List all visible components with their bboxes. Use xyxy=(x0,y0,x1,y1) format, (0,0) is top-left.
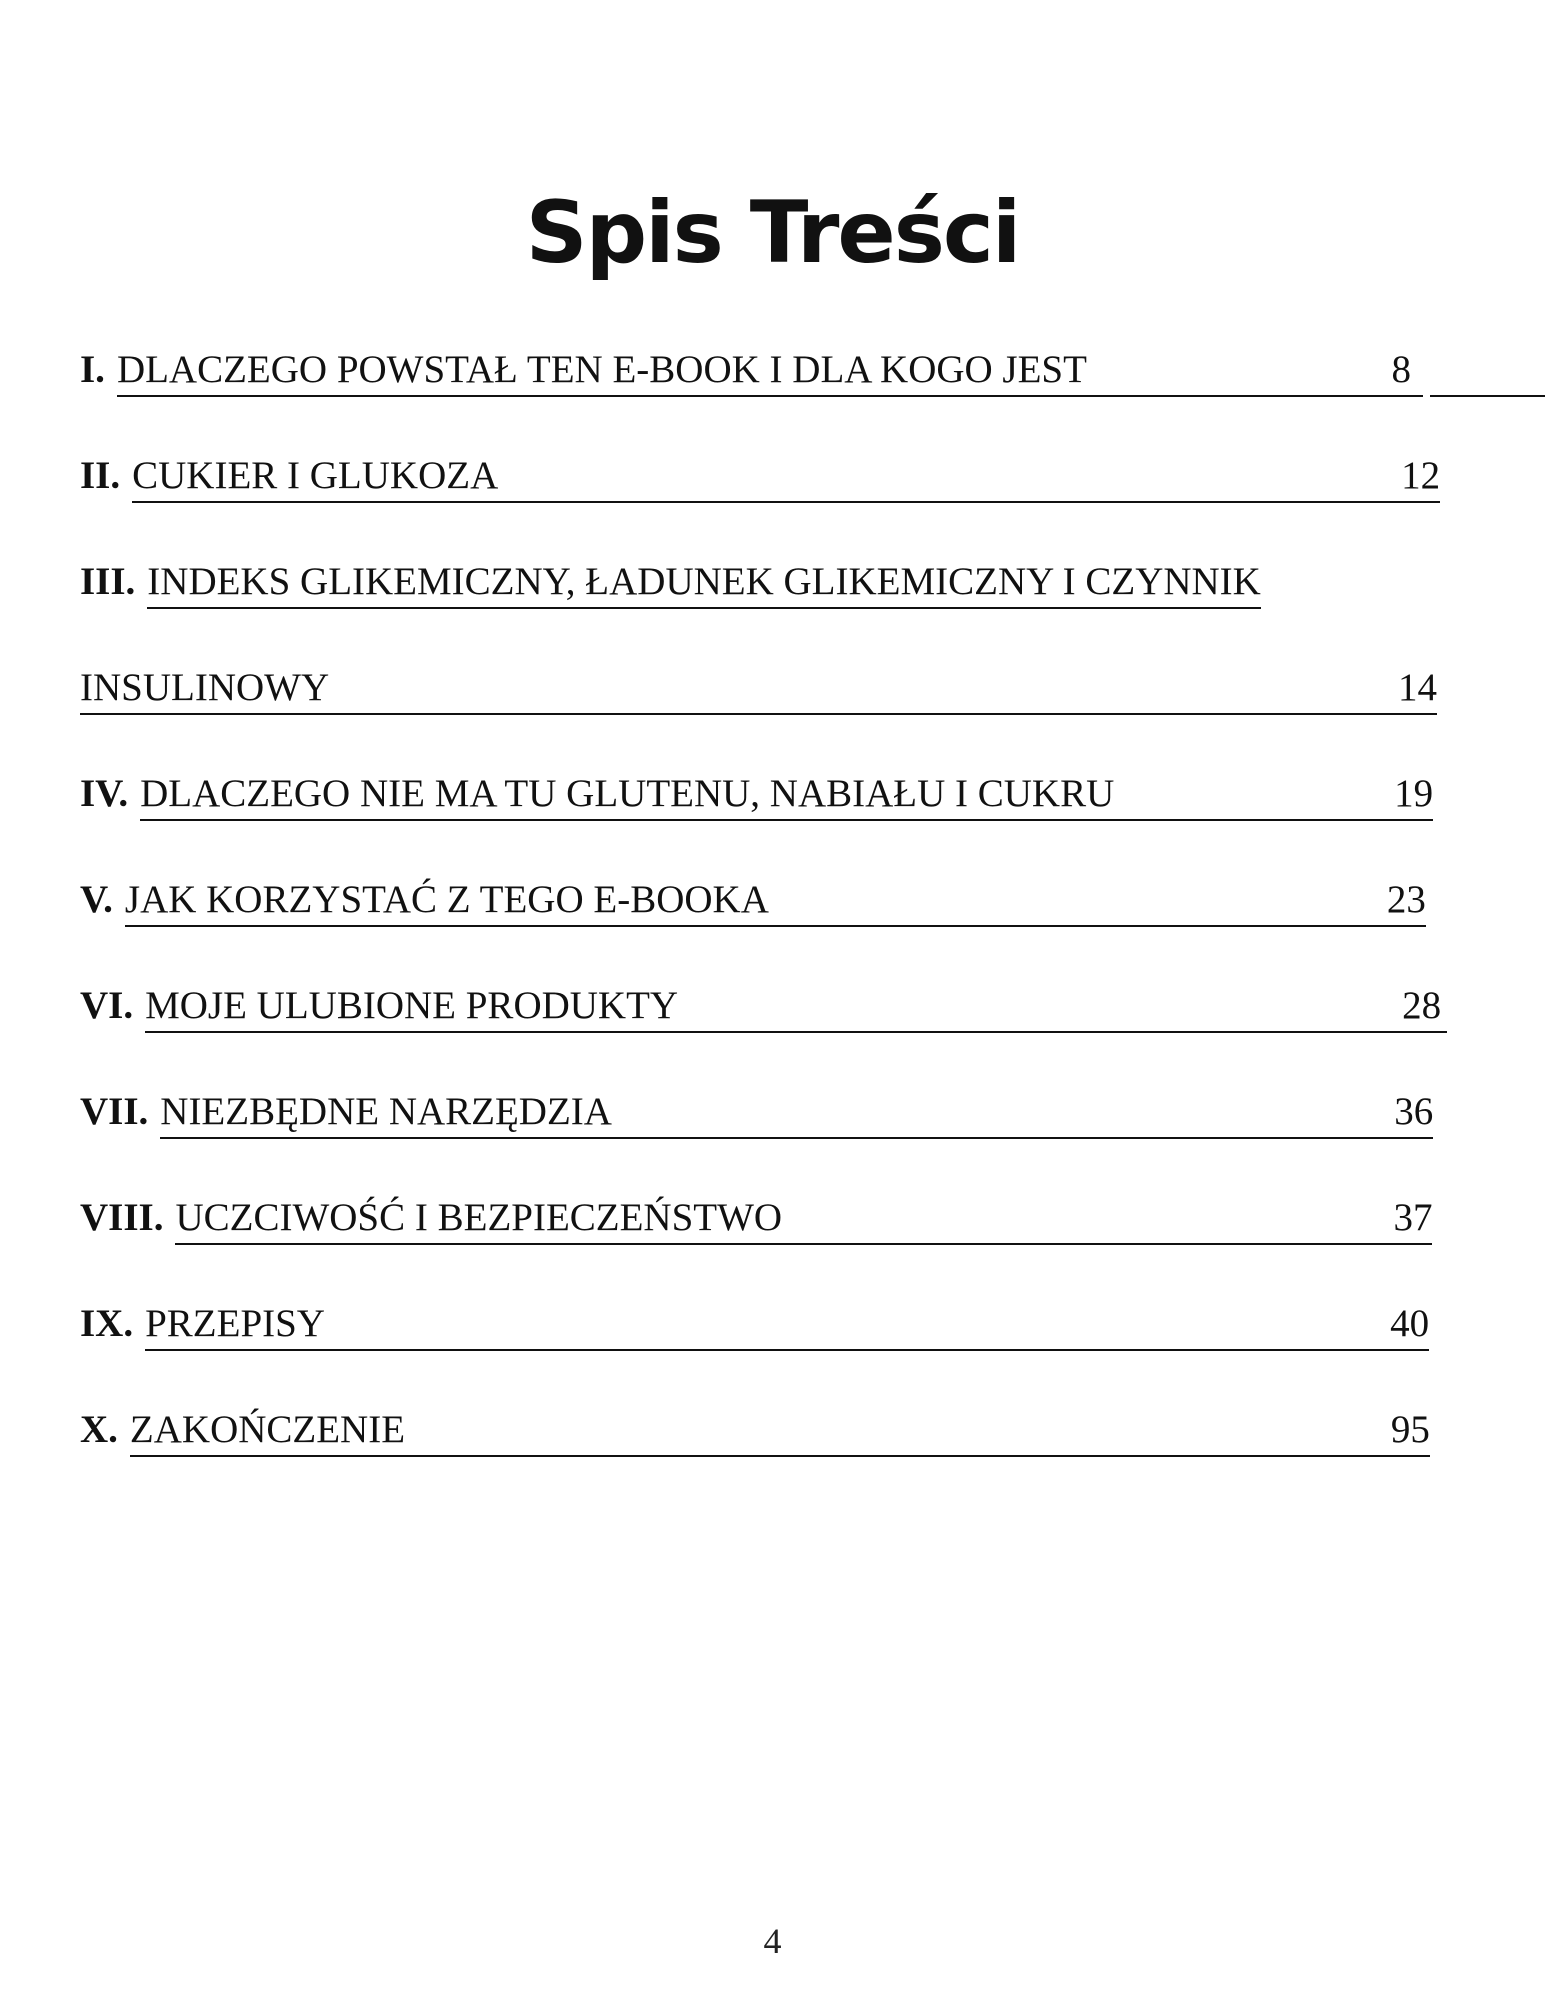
toc-entry-page: 28 xyxy=(1402,984,1442,1027)
toc-entry-6[interactable] xyxy=(80,973,1447,1033)
toc-entry-page: 19 xyxy=(1394,772,1434,815)
toc-entry-link[interactable] xyxy=(175,1185,1432,1245)
toc-entry-page: 37 xyxy=(1393,1196,1433,1239)
toc-entry-underline-tail xyxy=(1430,337,1545,397)
toc-entry-numeral: II. xyxy=(80,454,121,497)
toc-entry-page: 8 xyxy=(1391,348,1411,391)
toc-entry-9[interactable] xyxy=(80,1291,1429,1351)
toc-entry-numeral: VIII. xyxy=(80,1196,164,1239)
toc-entry-link[interactable] xyxy=(140,761,1433,821)
toc-entry-10[interactable] xyxy=(80,1397,1430,1457)
toc-entry-link[interactable] xyxy=(125,867,1426,927)
toc-entry-2[interactable] xyxy=(80,443,1440,503)
toc-entry-link[interactable] xyxy=(147,549,1261,609)
toc-entry-numeral: I. xyxy=(80,348,105,391)
toc-entry-link[interactable] xyxy=(117,337,1423,397)
toc-entry-numeral: VI. xyxy=(80,984,134,1027)
toc-entry-title: NIEZBĘDNE NARZĘDZIA xyxy=(160,1090,612,1133)
toc-entry-numeral: IV. xyxy=(80,772,129,815)
toc-entry-title: MOJE ULUBIONE PRODUKTY xyxy=(145,984,679,1027)
toc-entry-page: 40 xyxy=(1390,1302,1430,1345)
toc-entry-1[interactable] xyxy=(80,337,1423,397)
toc-entry-4[interactable] xyxy=(80,761,1433,821)
toc-entry-5[interactable] xyxy=(80,867,1426,927)
toc-entry-numeral: IX. xyxy=(80,1302,134,1345)
toc-entry-title: INDEKS GLIKEMICZNY, ŁADUNEK GLIKEMICZNY I CZYNNIK xyxy=(147,560,1261,603)
toc-entry-8[interactable] xyxy=(80,1185,1432,1245)
toc-entry-numeral: V. xyxy=(80,878,113,921)
toc-entry-title: ZAKOŃCZENIE xyxy=(129,1408,406,1451)
toc-entry-numeral: VII. xyxy=(80,1090,149,1133)
toc-entry-link[interactable] xyxy=(130,1397,1430,1457)
toc-entry-page: 23 xyxy=(1386,878,1426,921)
toc-entry-link[interactable] xyxy=(145,973,1447,1033)
toc-entry-title-continuation: INSULINOWY xyxy=(80,666,330,709)
toc-entry-title: DLACZEGO POWSTAŁ TEN E-BOOK I DLA KOGO JEST xyxy=(116,348,1087,391)
toc-entry-numeral: X. xyxy=(80,1408,118,1451)
toc-entry-link[interactable] xyxy=(145,1291,1429,1351)
toc-entry-7[interactable] xyxy=(80,1079,1433,1139)
toc-entry-link[interactable] xyxy=(160,1079,1433,1139)
toc-entry-page: 36 xyxy=(1394,1090,1434,1133)
toc-entry-title: JAK KORZYSTAĆ Z TEGO E-BOOKA xyxy=(124,878,769,921)
table-of-contents xyxy=(80,0,1545,2000)
page-number: 4 xyxy=(763,1921,782,1961)
toc-entry-title: PRZEPISY xyxy=(145,1302,325,1345)
toc-entry-title: UCZCIWOŚĆ I BEZPIECZEŃSTWO xyxy=(175,1196,783,1239)
toc-entry-link[interactable] xyxy=(132,443,1440,503)
toc-entry-numeral: III. xyxy=(80,560,136,603)
toc-entry-page: 14 xyxy=(1398,666,1437,709)
toc-entry-page: 12 xyxy=(1401,454,1441,497)
toc-entry-3[interactable] xyxy=(80,549,1261,609)
toc-entry-title: DLACZEGO NIE MA TU GLUTENU, NABIAŁU I CUKRU xyxy=(140,772,1115,815)
toc-entry-3-continuation[interactable] xyxy=(80,655,1437,715)
toc-entry-title: CUKIER I GLUKOZA xyxy=(132,454,499,497)
toc-entry-page: 95 xyxy=(1390,1408,1430,1451)
page-title: Spis Treści xyxy=(525,182,1020,283)
toc-entry-link[interactable] xyxy=(80,655,1437,715)
